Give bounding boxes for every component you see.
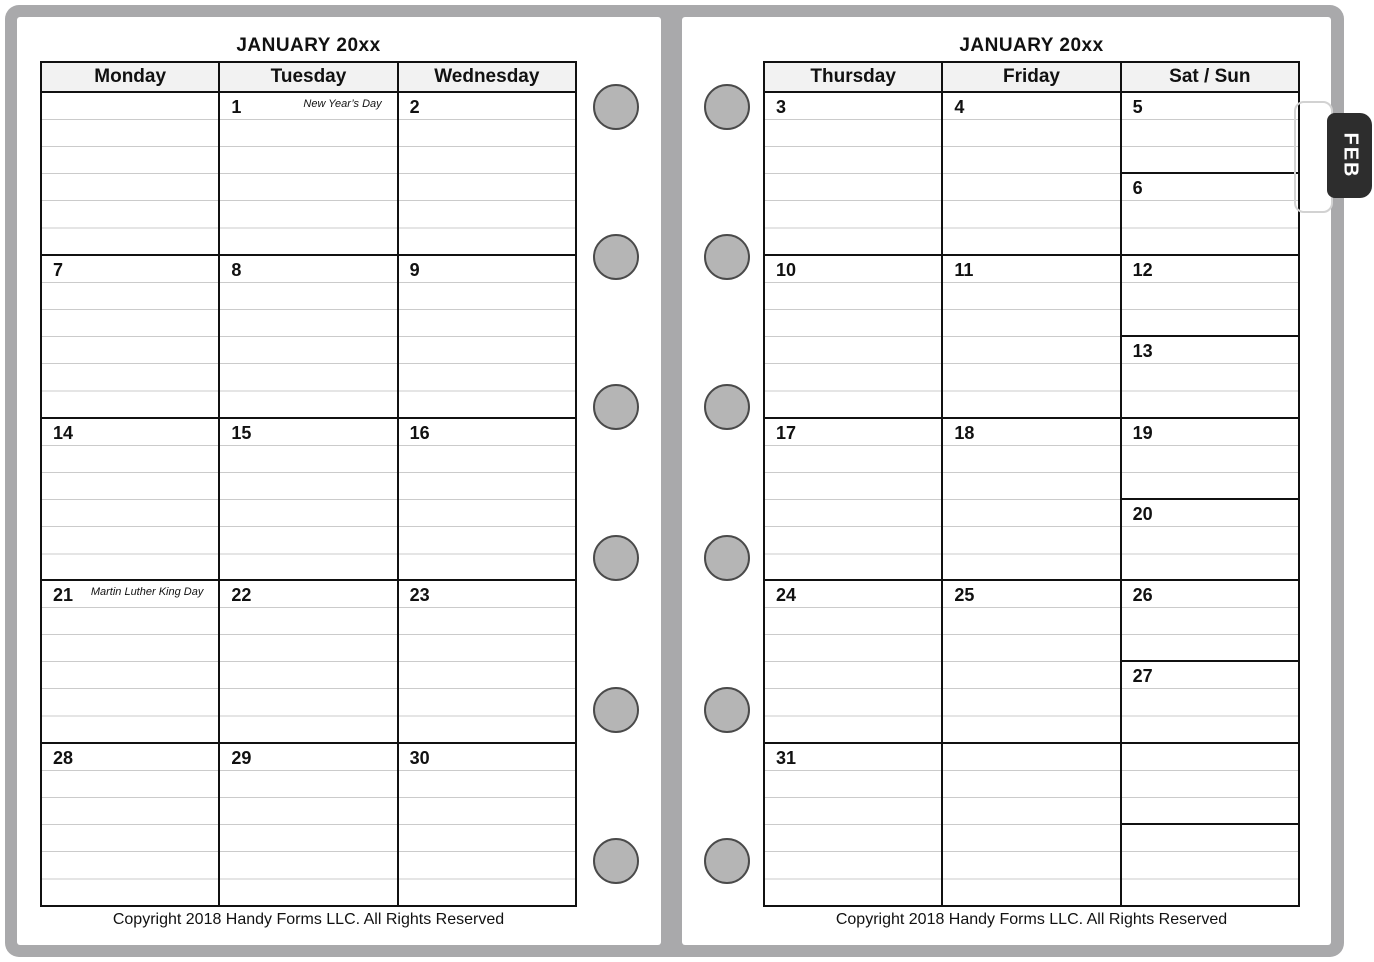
date-number: 20 xyxy=(1132,503,1153,524)
date-number: 4 xyxy=(954,97,965,117)
holiday-label: New Year’s Day xyxy=(303,98,382,110)
binder-hole xyxy=(704,234,750,280)
weekday-header-row-left xyxy=(42,63,575,93)
date-number: 12 xyxy=(1132,259,1153,280)
sat-sun-divider xyxy=(1122,660,1298,662)
date-number: 1 xyxy=(231,97,242,117)
day-cell xyxy=(42,419,218,580)
day-cell xyxy=(941,93,1119,254)
binder-hole xyxy=(593,838,639,884)
date-number: 10 xyxy=(776,259,797,280)
date-number: 19 xyxy=(1132,422,1153,443)
week-row xyxy=(42,93,575,254)
day-cell xyxy=(941,581,1119,742)
date-number: 29 xyxy=(231,748,252,769)
tab-february-label: FEB xyxy=(1339,132,1361,179)
day-cell xyxy=(941,744,1119,905)
day-cell xyxy=(42,581,218,742)
day-cell xyxy=(397,419,575,580)
sat-sun-divider xyxy=(1122,498,1298,500)
date-number: 9 xyxy=(409,259,420,280)
day-cell xyxy=(397,93,575,254)
right-page xyxy=(682,17,1331,945)
day-cell xyxy=(397,256,575,417)
sat-sun-divider xyxy=(1122,335,1298,337)
binder-hole xyxy=(704,384,750,430)
binder-hole xyxy=(704,84,750,130)
month-title-right: JANUARY 20xx xyxy=(959,35,1104,56)
header-tuesday: Tuesday xyxy=(218,63,396,91)
day-cell xyxy=(765,256,941,417)
sat-sun-cell xyxy=(1120,419,1298,580)
day-cell xyxy=(941,256,1119,417)
date-number: 28 xyxy=(53,748,74,769)
binder-hole xyxy=(593,84,639,130)
day-cell xyxy=(765,744,941,905)
binder-hole xyxy=(704,838,750,884)
header-wednesday: Wednesday xyxy=(397,63,575,91)
binder-hole xyxy=(593,535,639,581)
day-cell xyxy=(397,744,575,905)
date-number: 16 xyxy=(409,422,430,443)
header-sat-sun: Sat / Sun xyxy=(1120,63,1298,91)
date-number: 11 xyxy=(954,259,974,280)
binder-hole xyxy=(704,535,750,581)
holiday-label: Martin Luther King Day xyxy=(90,586,204,599)
copyright-text: Copyright 2018 Handy Forms LLC. All Rights Reserved xyxy=(112,911,505,928)
date-number: 17 xyxy=(776,422,797,443)
tab-february[interactable] xyxy=(1327,113,1372,198)
day-cell xyxy=(42,93,218,254)
date-number: 31 xyxy=(776,748,797,769)
calendar-grid-left xyxy=(40,61,577,907)
date-number: 13 xyxy=(1132,340,1153,361)
header-thursday: Thursday xyxy=(810,66,896,87)
sat-sun-cell xyxy=(1120,744,1298,905)
date-number: 15 xyxy=(231,422,252,443)
day-cell xyxy=(218,256,396,417)
date-number: 27 xyxy=(1132,666,1153,687)
binder-hole xyxy=(593,384,639,430)
week-row xyxy=(42,254,575,417)
day-cell xyxy=(218,581,396,742)
week-row xyxy=(42,742,575,905)
day-cell xyxy=(397,581,575,742)
date-number: 5 xyxy=(1132,97,1143,117)
binder-hole xyxy=(704,687,750,733)
week-row xyxy=(42,579,575,742)
header-friday: Friday xyxy=(941,63,1119,91)
date-number: 26 xyxy=(1132,585,1153,606)
day-cell xyxy=(765,581,941,742)
week-row xyxy=(42,417,575,580)
calendar-grid-right xyxy=(763,61,1300,907)
sat-sun-cell xyxy=(1120,93,1298,254)
date-number: 25 xyxy=(954,585,975,606)
binder-hole xyxy=(593,687,639,733)
day-cell xyxy=(941,419,1119,580)
week-row xyxy=(765,254,1298,417)
date-number: 8 xyxy=(231,259,242,280)
day-cell xyxy=(42,256,218,417)
month-title-left: JANUARY 20xx xyxy=(236,35,381,56)
date-number: 3 xyxy=(776,97,787,117)
date-number: 18 xyxy=(954,422,975,443)
copyright-text: Copyright 2018 Handy Forms LLC. All Rights Reserved xyxy=(835,911,1228,928)
date-number: 14 xyxy=(53,422,74,443)
day-cell xyxy=(218,744,396,905)
date-number: 2 xyxy=(409,97,420,117)
week-row xyxy=(765,93,1298,254)
date-number: 30 xyxy=(409,748,430,769)
date-number: 24 xyxy=(776,585,797,606)
day-cell xyxy=(765,419,941,580)
weekday-header-row-right xyxy=(765,63,1298,93)
date-number: 22 xyxy=(231,585,252,606)
date-number: 23 xyxy=(409,585,430,606)
date-number: 21 xyxy=(53,585,74,606)
sat-sun-divider xyxy=(1122,172,1298,174)
day-cell xyxy=(218,419,396,580)
header-monday: Monday xyxy=(94,66,167,87)
sat-sun-cell xyxy=(1120,581,1298,742)
sat-sun-cell xyxy=(1120,256,1298,417)
sat-sun-divider xyxy=(1122,823,1298,825)
date-number: 6 xyxy=(1132,178,1143,198)
binder-hole xyxy=(593,234,639,280)
week-row xyxy=(765,417,1298,580)
day-cell xyxy=(765,93,941,254)
week-row xyxy=(765,742,1298,905)
day-cell xyxy=(218,93,396,254)
day-cell xyxy=(42,744,218,905)
week-row xyxy=(765,579,1298,742)
date-number: 7 xyxy=(53,259,64,280)
left-page xyxy=(17,17,661,945)
